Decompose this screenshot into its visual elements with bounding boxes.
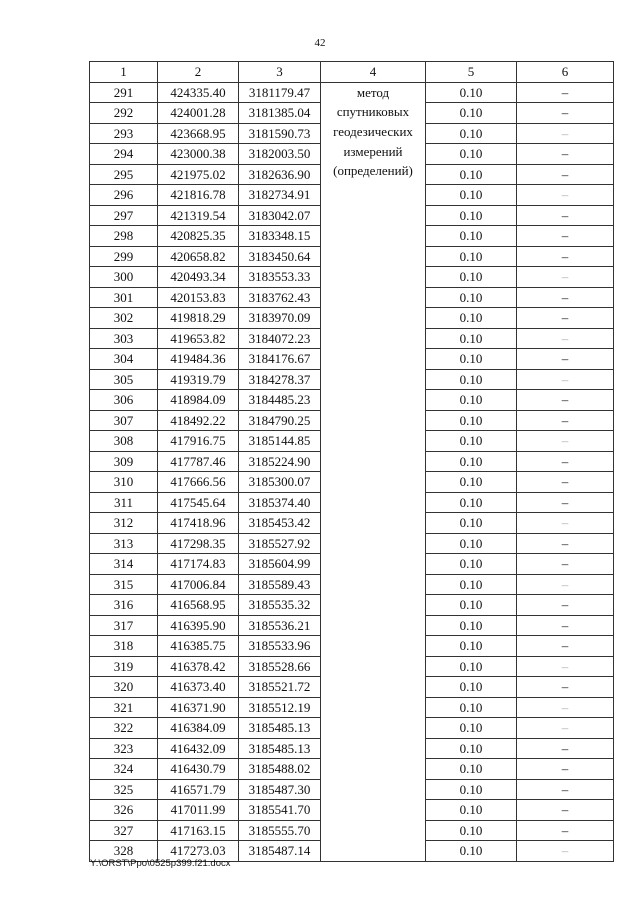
x-coordinate-cell: 417666.56 bbox=[158, 472, 239, 493]
y-coordinate-cell: 3181385.04 bbox=[239, 103, 321, 124]
y-coordinate-cell: 3185224.90 bbox=[239, 451, 321, 472]
y-coordinate-cell: 3185144.85 bbox=[239, 431, 321, 452]
point-number-cell: 302 bbox=[90, 308, 158, 329]
accuracy-cell: 0.10 bbox=[426, 431, 517, 452]
x-coordinate-cell: 419818.29 bbox=[158, 308, 239, 329]
y-coordinate-cell: 3185589.43 bbox=[239, 574, 321, 595]
point-number-cell: 291 bbox=[90, 82, 158, 103]
description-cell: – bbox=[517, 636, 614, 657]
description-cell: – bbox=[517, 431, 614, 452]
description-cell: – bbox=[517, 349, 614, 370]
point-number-cell: 319 bbox=[90, 656, 158, 677]
point-number-cell: 296 bbox=[90, 185, 158, 206]
x-coordinate-cell: 416378.42 bbox=[158, 656, 239, 677]
accuracy-cell: 0.10 bbox=[426, 779, 517, 800]
accuracy-cell: 0.10 bbox=[426, 123, 517, 144]
y-coordinate-cell: 3183762.43 bbox=[239, 287, 321, 308]
x-coordinate-cell: 419653.82 bbox=[158, 328, 239, 349]
x-coordinate-cell: 416395.90 bbox=[158, 615, 239, 636]
method-cell bbox=[321, 82, 426, 861]
y-coordinate-cell: 3185300.07 bbox=[239, 472, 321, 493]
description-cell: – bbox=[517, 820, 614, 841]
point-number-cell: 314 bbox=[90, 554, 158, 575]
method-text-line: геодезических bbox=[333, 123, 413, 139]
x-coordinate-cell: 417273.03 bbox=[158, 841, 239, 862]
y-coordinate-cell: 3185485.13 bbox=[239, 718, 321, 739]
accuracy-cell: 0.10 bbox=[426, 615, 517, 636]
accuracy-cell: 0.10 bbox=[426, 738, 517, 759]
y-coordinate-cell: 3183970.09 bbox=[239, 308, 321, 329]
description-cell: – bbox=[517, 328, 614, 349]
y-coordinate-cell: 3185533.96 bbox=[239, 636, 321, 657]
x-coordinate-cell: 417011.99 bbox=[158, 800, 239, 821]
accuracy-cell: 0.10 bbox=[426, 554, 517, 575]
y-coordinate-cell: 3185374.40 bbox=[239, 492, 321, 513]
point-number-cell: 312 bbox=[90, 513, 158, 534]
y-coordinate-cell: 3185527.92 bbox=[239, 533, 321, 554]
x-coordinate-cell: 424001.28 bbox=[158, 103, 239, 124]
description-cell: – bbox=[517, 185, 614, 206]
description-cell: – bbox=[517, 595, 614, 616]
accuracy-cell: 0.10 bbox=[426, 349, 517, 370]
x-coordinate-cell: 416430.79 bbox=[158, 759, 239, 780]
accuracy-cell: 0.10 bbox=[426, 574, 517, 595]
point-number-cell: 307 bbox=[90, 410, 158, 431]
x-coordinate-cell: 421975.02 bbox=[158, 164, 239, 185]
accuracy-cell: 0.10 bbox=[426, 492, 517, 513]
description-cell: – bbox=[517, 390, 614, 411]
description-cell: – bbox=[517, 472, 614, 493]
description-cell: – bbox=[517, 533, 614, 554]
y-coordinate-cell: 3181179.47 bbox=[239, 82, 321, 103]
x-coordinate-cell: 417418.96 bbox=[158, 513, 239, 534]
accuracy-cell: 0.10 bbox=[426, 472, 517, 493]
accuracy-cell: 0.10 bbox=[426, 820, 517, 841]
point-number-cell: 327 bbox=[90, 820, 158, 841]
y-coordinate-cell: 3183450.64 bbox=[239, 246, 321, 267]
x-coordinate-cell: 421816.78 bbox=[158, 185, 239, 206]
description-cell: – bbox=[517, 656, 614, 677]
accuracy-cell: 0.10 bbox=[426, 390, 517, 411]
x-coordinate-cell: 421319.54 bbox=[158, 205, 239, 226]
x-coordinate-cell: 416571.79 bbox=[158, 779, 239, 800]
x-coordinate-cell: 417174.83 bbox=[158, 554, 239, 575]
accuracy-cell: 0.10 bbox=[426, 308, 517, 329]
description-cell: – bbox=[517, 103, 614, 124]
point-number-cell: 306 bbox=[90, 390, 158, 411]
point-number-cell: 293 bbox=[90, 123, 158, 144]
point-number-cell: 292 bbox=[90, 103, 158, 124]
header-col-6: 6 bbox=[517, 62, 614, 83]
accuracy-cell: 0.10 bbox=[426, 246, 517, 267]
x-coordinate-cell: 416432.09 bbox=[158, 738, 239, 759]
method-text-line: метод bbox=[356, 84, 390, 100]
description-cell: – bbox=[517, 800, 614, 821]
accuracy-cell: 0.10 bbox=[426, 164, 517, 185]
description-cell: – bbox=[517, 759, 614, 780]
table-body bbox=[90, 82, 614, 861]
method-text-line: (определений) bbox=[333, 163, 413, 179]
x-coordinate-cell: 423000.38 bbox=[158, 144, 239, 165]
header-col-3: 3 bbox=[239, 62, 321, 83]
method-text-line: измерений bbox=[343, 143, 403, 159]
description-cell: – bbox=[517, 123, 614, 144]
method-text-line: спутниковых bbox=[336, 104, 410, 120]
point-number-cell: 300 bbox=[90, 267, 158, 288]
accuracy-cell: 0.10 bbox=[426, 677, 517, 698]
y-coordinate-cell: 3185521.72 bbox=[239, 677, 321, 698]
description-cell: – bbox=[517, 308, 614, 329]
x-coordinate-cell: 419484.36 bbox=[158, 349, 239, 370]
point-number-cell: 311 bbox=[90, 492, 158, 513]
x-coordinate-cell: 417006.84 bbox=[158, 574, 239, 595]
accuracy-cell: 0.10 bbox=[426, 513, 517, 534]
x-coordinate-cell: 420658.82 bbox=[158, 246, 239, 267]
description-cell: – bbox=[517, 369, 614, 390]
point-number-cell: 326 bbox=[90, 800, 158, 821]
header-col-2: 2 bbox=[158, 62, 239, 83]
description-cell: – bbox=[517, 574, 614, 595]
y-coordinate-cell: 3183348.15 bbox=[239, 226, 321, 247]
description-cell: – bbox=[517, 492, 614, 513]
x-coordinate-cell: 423668.95 bbox=[158, 123, 239, 144]
x-coordinate-cell: 416384.09 bbox=[158, 718, 239, 739]
accuracy-cell: 0.10 bbox=[426, 718, 517, 739]
accuracy-cell: 0.10 bbox=[426, 759, 517, 780]
x-coordinate-cell: 416371.90 bbox=[158, 697, 239, 718]
x-coordinate-cell: 418492.22 bbox=[158, 410, 239, 431]
description-cell: – bbox=[517, 205, 614, 226]
point-number-cell: 308 bbox=[90, 431, 158, 452]
point-number-cell: 328 bbox=[90, 841, 158, 862]
y-coordinate-cell: 3182636.90 bbox=[239, 164, 321, 185]
description-cell: – bbox=[517, 677, 614, 698]
accuracy-cell: 0.10 bbox=[426, 287, 517, 308]
point-number-cell: 322 bbox=[90, 718, 158, 739]
accuracy-cell: 0.10 bbox=[426, 697, 517, 718]
y-coordinate-cell: 3185487.30 bbox=[239, 779, 321, 800]
point-number-cell: 310 bbox=[90, 472, 158, 493]
y-coordinate-cell: 3185541.70 bbox=[239, 800, 321, 821]
y-coordinate-cell: 3185535.32 bbox=[239, 595, 321, 616]
point-number-cell: 309 bbox=[90, 451, 158, 472]
accuracy-cell: 0.10 bbox=[426, 144, 517, 165]
table-header-row bbox=[90, 62, 614, 83]
description-cell: – bbox=[517, 718, 614, 739]
accuracy-cell: 0.10 bbox=[426, 328, 517, 349]
description-cell: – bbox=[517, 82, 614, 103]
y-coordinate-cell: 3184072.23 bbox=[239, 328, 321, 349]
description-cell: – bbox=[517, 554, 614, 575]
y-coordinate-cell: 3185536.21 bbox=[239, 615, 321, 636]
x-coordinate-cell: 417916.75 bbox=[158, 431, 239, 452]
point-number-cell: 316 bbox=[90, 595, 158, 616]
y-coordinate-cell: 3185487.14 bbox=[239, 841, 321, 862]
accuracy-cell: 0.10 bbox=[426, 451, 517, 472]
accuracy-cell: 0.10 bbox=[426, 800, 517, 821]
description-cell: – bbox=[517, 226, 614, 247]
x-coordinate-cell: 417163.15 bbox=[158, 820, 239, 841]
accuracy-cell: 0.10 bbox=[426, 595, 517, 616]
point-number-cell: 305 bbox=[90, 369, 158, 390]
x-coordinate-cell: 417298.35 bbox=[158, 533, 239, 554]
point-number-cell: 301 bbox=[90, 287, 158, 308]
header-col-1: 1 bbox=[90, 62, 158, 83]
x-coordinate-cell: 420153.83 bbox=[158, 287, 239, 308]
x-coordinate-cell: 424335.40 bbox=[158, 82, 239, 103]
accuracy-cell: 0.10 bbox=[426, 841, 517, 862]
description-cell: – bbox=[517, 410, 614, 431]
point-number-cell: 299 bbox=[90, 246, 158, 267]
y-coordinate-cell: 3185453.42 bbox=[239, 513, 321, 534]
x-coordinate-cell: 419319.79 bbox=[158, 369, 239, 390]
point-number-cell: 324 bbox=[90, 759, 158, 780]
accuracy-cell: 0.10 bbox=[426, 656, 517, 677]
description-cell: – bbox=[517, 779, 614, 800]
accuracy-cell: 0.10 bbox=[426, 410, 517, 431]
accuracy-cell: 0.10 bbox=[426, 226, 517, 247]
y-coordinate-cell: 3184790.25 bbox=[239, 410, 321, 431]
point-number-cell: 321 bbox=[90, 697, 158, 718]
accuracy-cell: 0.10 bbox=[426, 369, 517, 390]
point-number-cell: 295 bbox=[90, 164, 158, 185]
description-cell: – bbox=[517, 144, 614, 165]
y-coordinate-cell: 3185488.02 bbox=[239, 759, 321, 780]
description-cell: – bbox=[517, 615, 614, 636]
description-cell: – bbox=[517, 451, 614, 472]
point-number-cell: 303 bbox=[90, 328, 158, 349]
footer-file-path: Y:\ORST\Ppo\0525p399.f21.docx bbox=[90, 858, 231, 869]
description-cell: – bbox=[517, 513, 614, 534]
description-cell: – bbox=[517, 267, 614, 288]
accuracy-cell: 0.10 bbox=[426, 205, 517, 226]
x-coordinate-cell: 418984.09 bbox=[158, 390, 239, 411]
header-col-4: 4 bbox=[321, 62, 426, 83]
accuracy-cell: 0.10 bbox=[426, 636, 517, 657]
y-coordinate-cell: 3182734.91 bbox=[239, 185, 321, 206]
point-number-cell: 317 bbox=[90, 615, 158, 636]
x-coordinate-cell: 417787.46 bbox=[158, 451, 239, 472]
description-cell: – bbox=[517, 164, 614, 185]
y-coordinate-cell: 3184176.67 bbox=[239, 349, 321, 370]
point-number-cell: 318 bbox=[90, 636, 158, 657]
x-coordinate-cell: 416373.40 bbox=[158, 677, 239, 698]
y-coordinate-cell: 3184485.23 bbox=[239, 390, 321, 411]
accuracy-cell: 0.10 bbox=[426, 185, 517, 206]
point-number-cell: 315 bbox=[90, 574, 158, 595]
point-number-cell: 323 bbox=[90, 738, 158, 759]
y-coordinate-cell: 3181590.73 bbox=[239, 123, 321, 144]
y-coordinate-cell: 3185555.70 bbox=[239, 820, 321, 841]
header-col-5: 5 bbox=[426, 62, 517, 83]
accuracy-cell: 0.10 bbox=[426, 267, 517, 288]
point-number-cell: 294 bbox=[90, 144, 158, 165]
x-coordinate-cell: 416568.95 bbox=[158, 595, 239, 616]
y-coordinate-cell: 3182003.50 bbox=[239, 144, 321, 165]
y-coordinate-cell: 3183042.07 bbox=[239, 205, 321, 226]
point-number-cell: 313 bbox=[90, 533, 158, 554]
y-coordinate-cell: 3183553.33 bbox=[239, 267, 321, 288]
page-number: 42 bbox=[314, 37, 326, 49]
point-number-cell: 304 bbox=[90, 349, 158, 370]
y-coordinate-cell: 3185528.66 bbox=[239, 656, 321, 677]
x-coordinate-cell: 420825.35 bbox=[158, 226, 239, 247]
x-coordinate-cell: 420493.34 bbox=[158, 267, 239, 288]
point-number-cell: 297 bbox=[90, 205, 158, 226]
description-cell: – bbox=[517, 287, 614, 308]
description-cell: – bbox=[517, 738, 614, 759]
point-number-cell: 325 bbox=[90, 779, 158, 800]
accuracy-cell: 0.10 bbox=[426, 82, 517, 103]
point-number-cell: 320 bbox=[90, 677, 158, 698]
x-coordinate-cell: 417545.64 bbox=[158, 492, 239, 513]
description-cell: – bbox=[517, 246, 614, 267]
description-cell: – bbox=[517, 841, 614, 862]
point-number-cell: 298 bbox=[90, 226, 158, 247]
coordinates-table bbox=[89, 61, 614, 862]
x-coordinate-cell: 416385.75 bbox=[158, 636, 239, 657]
y-coordinate-cell: 3185512.19 bbox=[239, 697, 321, 718]
table-row bbox=[90, 82, 614, 103]
accuracy-cell: 0.10 bbox=[426, 103, 517, 124]
y-coordinate-cell: 3184278.37 bbox=[239, 369, 321, 390]
accuracy-cell: 0.10 bbox=[426, 533, 517, 554]
description-cell: – bbox=[517, 697, 614, 718]
y-coordinate-cell: 3185604.99 bbox=[239, 554, 321, 575]
y-coordinate-cell: 3185485.13 bbox=[239, 738, 321, 759]
